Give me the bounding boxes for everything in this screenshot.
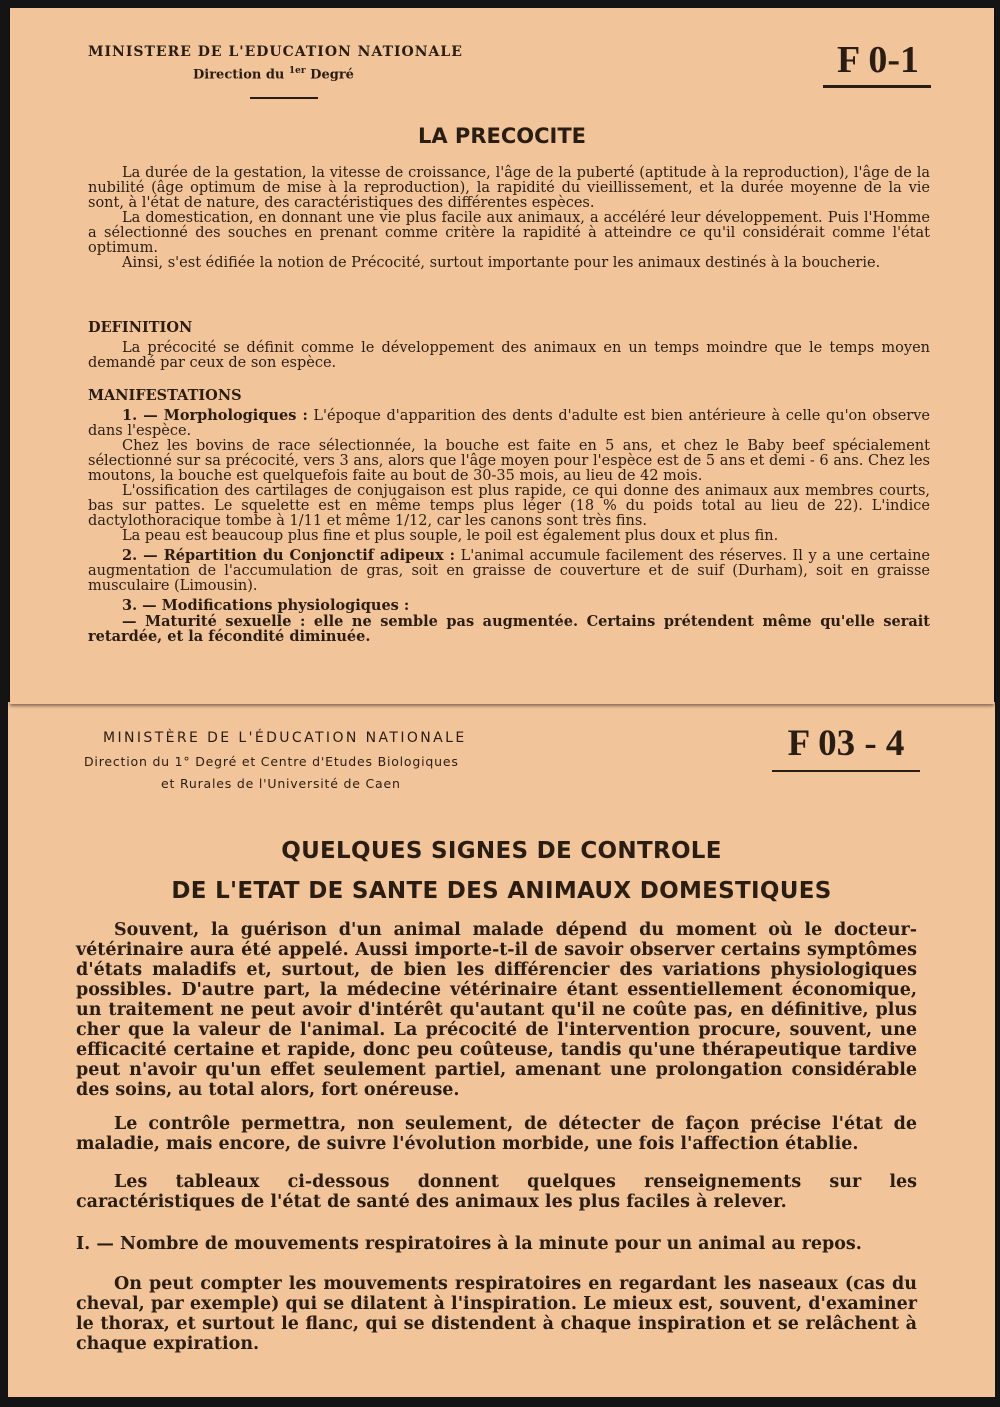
- paragraph: Le contrôle permettra, non seulement, de détecter de façon précise l'état de maladie, mais encore, de suivre l'évolution morbide, une fois l'affection établie.: [76, 1114, 917, 1154]
- code-underline: [823, 85, 931, 88]
- ministry-header: MINISTERE DE L'EDUCATION NATIONALE: [88, 44, 463, 60]
- section-heading: I. — Nombre de mouvements respiratoires à la minute pour un animal au repos.: [76, 1234, 862, 1254]
- manifestations-heading: MANIFESTATIONS: [88, 387, 242, 404]
- direction-line: Direction du 1° Degré et Centre d'Etudes Biologiques: [84, 754, 459, 769]
- ministry-header: MINISTÈRE DE L'ÉDUCATION NATIONALE: [103, 730, 467, 746]
- definition-heading: DEFINITION: [88, 319, 193, 336]
- direction-line: Direction du $^{1er}$ Degré: [193, 66, 354, 83]
- page-title: LA PRECOCITE: [417, 124, 586, 148]
- item-physiologiques: 3. — Modifications physiologiques :: [122, 597, 410, 614]
- morphologiques-paragraph: Chez les bovins de race sélectionnée, la bouche est faite en 5 ans, et chez le Baby beef spécialement sélectionné sur sa précocité, vers 3 ans, alors que l'âge moyen pour l'espèce est de 5 ans et demi - 6 ans. Chez les moutons, la bouche est quelquefois faite au bout de 30-35 mois, au lieu de 42 mois.: [88, 438, 930, 484]
- morphologiques-paragraph: La peau est beaucoup plus fine et plus souple, le poil est également plus doux et plus fin.: [122, 528, 779, 544]
- page-title: QUELQUES SIGNES DE CONTROLE: [281, 838, 722, 864]
- manifestations-section: [88, 408, 930, 644]
- header-divider: [250, 97, 318, 99]
- paragraph: Souvent, la guérison d'un animal malade dépend du moment où le docteur-vétérinaire aura été appelé. Aussi importe-t-il de savoir observer certains symptômes d'états maladifs et, surtout, de bien les différencier des variations physiologiques possibles. D'autre part, la médecine vétérinaire étant essentiellement économique, un traitement ne peut avoir d'intérêt qu'autant qu'il ne coûte pas, en définitive, plus cher que la valeur de l'animal. La précocité de l'intervention procure, souvent, une efficacité certaine et rapide, donc peu coûteuse, tandis qu'une thérapeutique tardive peut n'avoir qu'un effet seulement partiel, amenant une prolongation considérable des soins, au total alors, fort onéreuse.: [76, 920, 917, 1100]
- document-card-precocite: [10, 8, 994, 704]
- intro-paragraph: Ainsi, s'est édifiée la notion de Précocité, surtout importante pour les animaux destinés à la boucherie.: [122, 255, 881, 271]
- body-section: [76, 920, 917, 1354]
- definition-section: [88, 341, 930, 371]
- paragraph: On peut compter les mouvements respiratoires en regardant les naseaux (cas du cheval, par exemple) qui se dilatent à l'inspiration. Le mieux est, souvent, d'examiner le thorax, et surtout le flanc, qui se distendent à chaque inspiration et se relâchent à chaque expiration.: [76, 1274, 917, 1354]
- definition-text: La précocité se définit comme le développement des animaux en un temps moindre que le temps moyen demandé par ceux de son espèce.: [88, 340, 930, 371]
- code-underline: [772, 770, 920, 772]
- page-subtitle: DE L'ETAT DE SANTE DES ANIMAUX DOMESTIQUES: [171, 878, 832, 904]
- intro-section: [88, 166, 930, 271]
- card-code: F 0-1: [837, 39, 919, 81]
- direction-line: et Rurales de l'Université de Caen: [161, 776, 401, 791]
- card-code: F 03 - 4: [787, 723, 905, 764]
- intro-paragraph: La durée de la gestation, la vitesse de croissance, l'âge de la puberté (aptitude à la reproduction), l'âge de la nubilité (âge optimum de mise à la reproduction), la rapidité du vieillissement, et la durée moyenne de la vie sont, à l'état de nature, des caractéristiques des différentes espèces.: [88, 165, 930, 211]
- physiologiques-text: — Maturité sexuelle : elle ne semble pas augmentée. Certains prétendent même qu'elle serait retardée, et la fécondité diminuée.: [88, 613, 930, 645]
- document-card-controle: [8, 702, 995, 1397]
- morphologiques-paragraph: L'ossification des cartilages de conjugaison est plus rapide, ce qui donne des animaux aux membres courts, bas sur pattes. Le squelette est en même temps plus léger (18 % du poids total au lieu de 22). L'indice dactylothoracique tombe à 1/11 et même 1/12, car les canons sont très fins.: [88, 483, 930, 529]
- intro-paragraph: La domestication, en donnant une vie plus facile aux animaux, a accéléré leur développement. Puis l'Homme a sélectionné des souches en prenant comme critère la rapidité à atteindre ce qu'il considérait comme l'état optimum.: [88, 210, 930, 256]
- paragraph: Les tableaux ci-dessous donnent quelques renseignements sur les caractéristiques de l'état de santé des animaux les plus faciles à relever.: [76, 1172, 917, 1212]
- item-morphologiques: 1. — Morphologiques : L'époque d'apparition des dents d'adulte est bien antérieure à celle qu'on observe dans l'espèce.: [88, 407, 930, 439]
- item-conjonctif: 2. — Répartition du Conjonctif adipeux : L'animal accumule facilement des réserves. Il y a une certaine augmentation de l'accumulation de gras, soit en graisse de couverture et de suif (Durham), soit en graisse musculaire (Limousin).: [88, 547, 931, 594]
